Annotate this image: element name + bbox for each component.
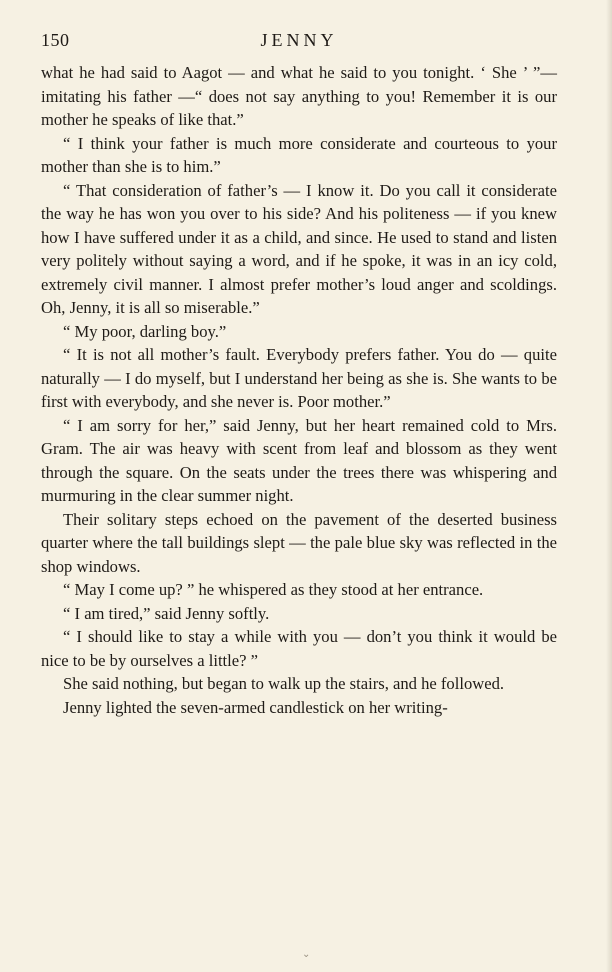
body-text [41, 61, 557, 719]
running-title: JENNY [260, 30, 338, 50]
page-number: 150 [41, 30, 70, 50]
paragraph: “ May I come up? ” he whispered as they stood at her entrance. [63, 580, 484, 599]
paragraph: “ I am tired,” said Jenny softly. [63, 603, 270, 623]
paragraph: “ It is not all mother’s fault. Everybody prefers father. You do — quite naturally — I do myself, but I understand her being as she is. She wants to be first with everybody, and she never is. Poor mother.” [41, 345, 557, 411]
signature-mark: ⌄ [302, 949, 311, 960]
paragraph: “ My poor, darling boy.” [63, 321, 227, 341]
paragraph: “ I am sorry for her,” said Jenny, but her heart remained cold to Mrs. Gram. The air was heavy with scent from leaf and blossom as they went through the square. On the seats under the trees there was whispering and murmuring in the clear summer night. [41, 415, 557, 505]
paragraph: Jenny lighted the seven-armed candlestick on her writing- [63, 697, 448, 717]
paragraph: Their solitary steps echoed on the pavement of the deserted business quarter where the tall buildings slept — the pale blue sky was reflected in the shop windows. [41, 509, 557, 576]
paragraph: “ I should like to stay a while with you — don’t you think it would be nice to be by ourselves a little? ” [41, 627, 557, 670]
page-header [41, 30, 557, 54]
paragraph: what he had said to Aagot — and what he said to you tonight. ‘ She ’ ”— imitating his father —“ does not say anything to you! Remember it is our mother he speaks of like that.” [41, 63, 557, 129]
paragraph: She said nothing, but began to walk up the stairs, and he followed. [63, 674, 505, 693]
page-edge-shadow [606, 0, 612, 972]
paragraph: “ That consideration of father’s — I know it. Do you call it considerate the way he has won you over to his side? And his politeness — if you knew how I have suffered under it as a child, and since. He used to stand and listen very politely without saying a word, and if he spoke, it was in an icy cold, extremely civil manner. I almost prefer mother’s loud anger and scoldings. Oh, Jenny, it is all so miserable.” [41, 180, 557, 317]
paragraph: “ I think your father is much more considerate and courteous to your mother than she is to him.” [41, 133, 557, 176]
